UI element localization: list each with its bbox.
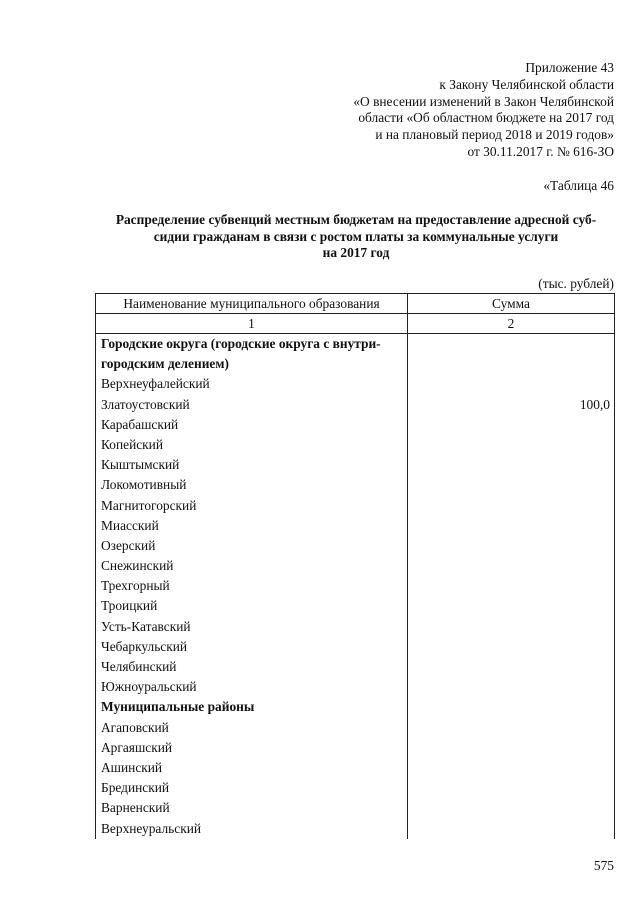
table-row bbox=[95, 596, 615, 616]
sum-cell bbox=[407, 819, 615, 839]
header-line: от 30.11.2017 г. № 616-ЗО bbox=[467, 143, 614, 159]
column-number-1: 1 bbox=[95, 314, 407, 333]
section-heading: Муниципальные районы bbox=[95, 697, 407, 717]
sum-cell bbox=[407, 758, 615, 778]
table-row bbox=[95, 435, 615, 455]
title-line: на 2017 год bbox=[322, 245, 390, 260]
sum-cell bbox=[407, 798, 615, 818]
table-row bbox=[95, 657, 615, 677]
document-header bbox=[353, 60, 614, 161]
table-row bbox=[95, 354, 615, 374]
title-line: Распределение субвенций местным бюджетам на предоставление адресной суб- bbox=[115, 212, 597, 227]
sum-cell bbox=[407, 496, 615, 516]
table-row bbox=[95, 697, 615, 717]
header-line: к Закону Челябинской области bbox=[439, 76, 614, 92]
table-row bbox=[95, 738, 615, 758]
sum-cell bbox=[407, 334, 615, 354]
municipality-name: Златоустовский bbox=[95, 395, 407, 415]
municipality-name: Копейский bbox=[95, 435, 407, 455]
section-heading: Городские округа (городские округа с внутри- bbox=[95, 334, 407, 354]
sum-cell bbox=[407, 576, 615, 596]
sum-cell bbox=[407, 374, 615, 394]
sum-cell bbox=[407, 617, 615, 637]
municipality-name: Магнитогорский bbox=[95, 496, 407, 516]
municipality-name: Южноуральский bbox=[95, 677, 407, 697]
municipality-name: Миасский bbox=[95, 516, 407, 536]
sum-cell bbox=[407, 778, 615, 798]
table-row bbox=[95, 374, 615, 394]
subsidy-table bbox=[95, 293, 615, 839]
section-heading: городским делением) bbox=[95, 354, 407, 374]
sum-cell bbox=[407, 415, 615, 435]
header-line: и на плановый период 2018 и 2019 годов» bbox=[375, 127, 614, 143]
column-number-2: 2 bbox=[407, 314, 615, 333]
table-row bbox=[95, 718, 615, 738]
page-number: 575 bbox=[593, 858, 614, 873]
sum-cell bbox=[407, 718, 615, 738]
table-row bbox=[95, 475, 615, 495]
table-row bbox=[95, 617, 615, 637]
sum-cell: 100,0 bbox=[407, 395, 615, 415]
table-row bbox=[95, 395, 615, 415]
sum-cell bbox=[407, 455, 615, 475]
document-title bbox=[96, 212, 616, 262]
table-row bbox=[95, 637, 615, 657]
sum-cell bbox=[407, 556, 615, 576]
municipality-name: Верхнеуральский bbox=[95, 819, 407, 839]
municipality-name: Аргаяшский bbox=[95, 738, 407, 758]
column-header-name: Наименование муниципального образования bbox=[95, 294, 407, 313]
table-row bbox=[95, 798, 615, 818]
municipality-name: Локомотивный bbox=[95, 475, 407, 495]
municipality-name: Снежинский bbox=[95, 556, 407, 576]
table-row bbox=[95, 576, 615, 596]
sum-cell bbox=[407, 738, 615, 758]
table-header-row bbox=[95, 293, 615, 313]
sum-cell bbox=[407, 637, 615, 657]
sum-cell bbox=[407, 435, 615, 455]
table-row bbox=[95, 819, 615, 839]
table-row bbox=[95, 556, 615, 576]
table-row bbox=[95, 516, 615, 536]
municipality-name: Трехгорный bbox=[95, 576, 407, 596]
table-row bbox=[95, 677, 615, 697]
units-label: (тыс. рублей) bbox=[538, 276, 614, 291]
table-row bbox=[95, 758, 615, 778]
header-line: Приложение 43 bbox=[525, 60, 614, 75]
municipality-name: Челябинский bbox=[95, 657, 407, 677]
sum-cell bbox=[407, 354, 615, 374]
municipality-name: Троицкий bbox=[95, 596, 407, 616]
table-number-row bbox=[95, 313, 615, 334]
title-line: сидии гражданам в связи с ростом платы за коммунальные услуги bbox=[153, 228, 559, 244]
sum-cell bbox=[407, 536, 615, 556]
column-header-sum: Сумма bbox=[407, 294, 615, 313]
table-reference: «Таблица 46 bbox=[543, 178, 614, 193]
sum-cell bbox=[407, 657, 615, 677]
table-row bbox=[95, 536, 615, 556]
sum-cell bbox=[407, 697, 615, 717]
municipality-name: Агаповский bbox=[95, 718, 407, 738]
municipality-name: Ашинский bbox=[95, 758, 407, 778]
municipality-name: Брединский bbox=[95, 778, 407, 798]
header-line: области «Об областном бюджете на 2017 год bbox=[358, 110, 614, 126]
sum-cell bbox=[407, 677, 615, 697]
municipality-name: Карабашский bbox=[95, 415, 407, 435]
table-row bbox=[95, 334, 615, 354]
municipality-name: Кыштымский bbox=[95, 455, 407, 475]
municipality-name: Верхнеуфалейский bbox=[95, 374, 407, 394]
sum-cell bbox=[407, 596, 615, 616]
municipality-name: Чебаркульский bbox=[95, 637, 407, 657]
municipality-name: Варненский bbox=[95, 798, 407, 818]
sum-cell bbox=[407, 516, 615, 536]
sum-cell bbox=[407, 475, 615, 495]
municipality-name: Усть-Катавский bbox=[95, 617, 407, 637]
header-line: «О внесении изменений в Закон Челябинской bbox=[353, 93, 614, 109]
municipality-name: Озерский bbox=[95, 536, 407, 556]
table-row bbox=[95, 455, 615, 475]
table-row bbox=[95, 778, 615, 798]
table-row bbox=[95, 415, 615, 435]
table-row bbox=[95, 496, 615, 516]
